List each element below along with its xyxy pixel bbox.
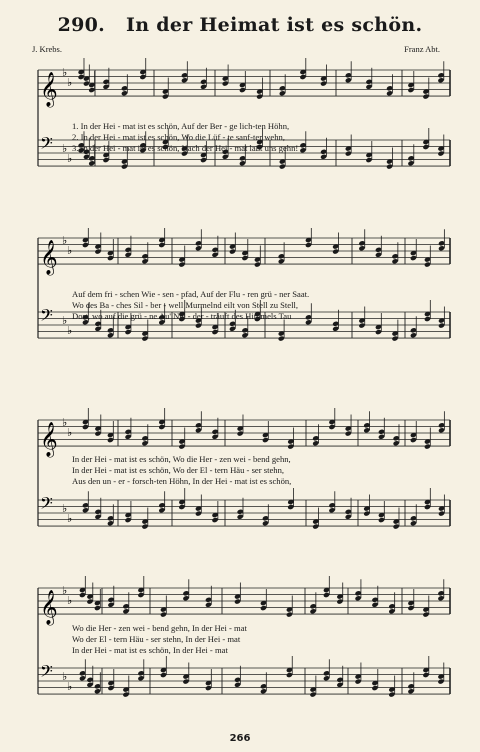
lyric-line: In der Hei - mat ist es schön, Wo die Her - zen wei - bend gehn, [72,454,291,464]
credits [32,44,440,54]
lyricist: J. Krebs. [32,44,62,54]
lyrics-system-4 [72,623,452,656]
hymn-title: In der Heimat ist es schön. [126,14,423,36]
flat-icon: ♭ [67,680,73,693]
hymn-number: 290. [57,14,106,36]
lyrics-system-1 [72,121,452,154]
flat-icon: ♭ [62,670,68,683]
flat-icon: ♭ [67,152,73,165]
flat-icon: ♭ [62,234,68,247]
flat-icon: ♭ [67,594,73,607]
bass-clef-icon: 𝄢 [40,305,53,329]
flat-icon: ♭ [62,416,68,429]
treble-staff [38,228,450,276]
lyric-line: In der Hei - mat ist es schön, In der Hei - mat [72,645,228,655]
page-number: 266 [229,733,251,744]
flat-icon: ♭ [62,142,68,155]
bass-clef-icon: 𝄢 [40,661,53,685]
lyric-line: Auf dem fri - schen Wie - sen - pfad, Auf der Flu - ren grü - ner Saat. [72,289,310,299]
lyric-line: Wo die Her - zen wei - bend gehn, In der Hei - mat [72,623,247,633]
flat-icon: ♭ [62,314,68,327]
lyric-line: Dort, wo auf die grü - ne Au' Nie - der - träuft des Himmels Tau [72,311,292,321]
bass-staff [38,656,450,698]
lyric-line: Wo des Ba - ches Sil - ber - well Murmelnd eilt von Stell zu Stell, [72,300,299,310]
flat-icon: ♭ [67,324,73,337]
treble-staff [38,576,450,626]
lyric-line: 3. In der Hei - mat ist es schön, Nach der Hei - mat laßt uns gehn! [72,143,299,153]
lyric-line: Aus den un - er - forsch-ten Höhn, In der Hei - mat ist es schön, [72,476,292,486]
flat-icon: ♭ [62,584,68,597]
treble-staff [38,408,450,458]
hymn-title-line [0,14,480,36]
lyric-line: 1. In der Hei - mat ist es schön, Auf der Ber - ge lich-ten Höhn, [72,121,290,131]
treble-clef-icon: 𝄞 [40,72,58,108]
lyrics-system-3 [72,454,452,487]
flat-icon: ♭ [67,76,73,89]
bass-staff [38,488,450,530]
treble-clef-icon: 𝄞 [40,240,58,276]
lyric-line: Wo der El - tern Häu - ser stehn, In der Hei - mat [72,634,241,644]
composer: Franz Abt. [404,44,440,54]
lyric-line: In der Hei - mat ist es schön, Wo der El - tern Häu - ser stehn, [72,465,285,475]
treble-staff [38,58,450,108]
treble-clef-icon: 𝄞 [40,590,58,626]
treble-clef-icon: 𝄞 [40,422,58,458]
lyrics-system-2 [72,289,452,322]
flat-icon: ♭ [67,244,73,257]
bass-clef-icon: 𝄢 [40,133,53,157]
flat-icon: ♭ [62,66,68,79]
bass-clef-icon: 𝄢 [40,493,53,517]
flat-icon: ♭ [67,512,73,525]
lyric-line: 2. In der Hei - mat ist es schön, Wo die Lüf - te sanf-ter wehn, [72,132,285,142]
flat-icon: ♭ [62,502,68,515]
flat-icon: ♭ [67,426,73,439]
